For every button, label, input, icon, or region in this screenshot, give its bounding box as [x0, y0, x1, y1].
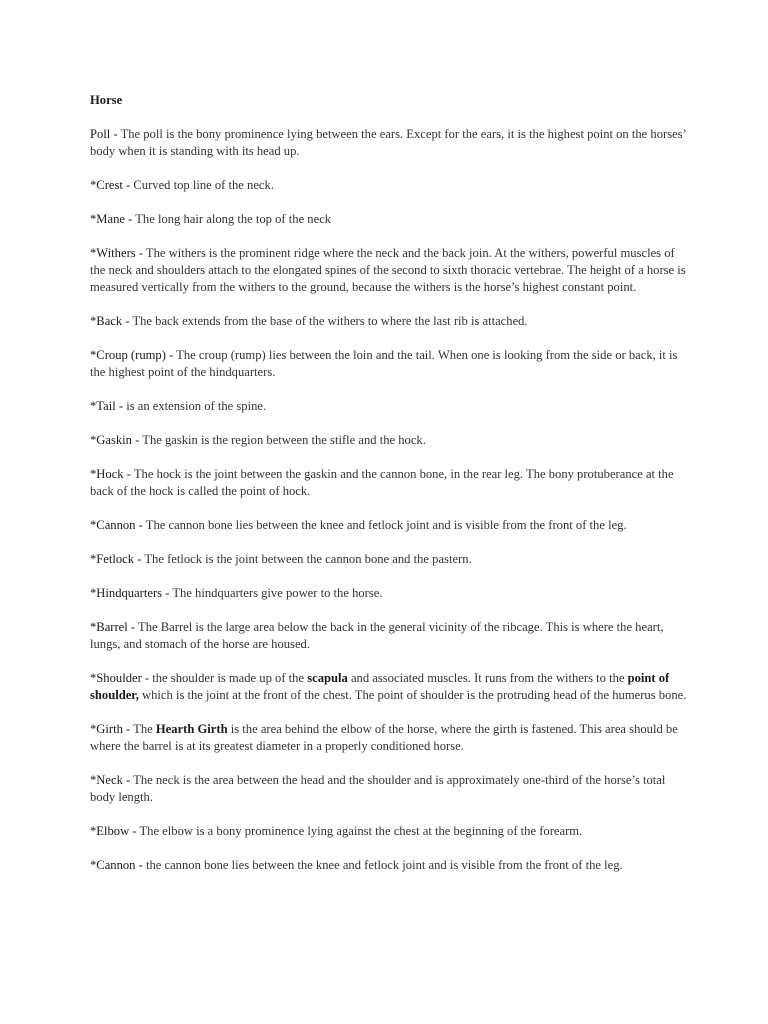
entry-cannon — [90, 517, 690, 534]
entry-term: *Crest - — [90, 178, 134, 192]
entry-description: The long hair along the top of the neck — [135, 212, 332, 226]
entry-description: is an extension of the spine. — [126, 399, 267, 413]
entry-term: *Elbow - — [90, 824, 140, 838]
entry-girth — [90, 721, 690, 755]
entry-mane — [90, 211, 690, 228]
entry-term: *Barrel - — [90, 620, 139, 634]
entry-term: *Hock - — [90, 467, 134, 481]
entry-description: The Barrel is the large area below the back in the general vicinity of the ribcage. This is where the heart, lungs, and stomach of the horse are housed. — [90, 620, 664, 651]
entry-term: Poll - — [90, 127, 121, 141]
entry-description: The withers is the prominent ridge where the neck and the back join. At the withers, powerful muscles of the neck and shoulders attach to the elongated spines of the second to sixth thoracic vertebrae. The height of a horse is measured vertically from the withers to the ground, because the withers is the horse’s highest constant point. — [90, 246, 686, 294]
entry-term: *Hindquarters - — [90, 586, 173, 600]
entry-description: The elbow is a bony prominence lying against the chest at the beginning of the forearm. — [139, 824, 583, 838]
entry-elbow — [90, 823, 690, 840]
entry-barrel — [90, 619, 690, 653]
entry-description: The poll is the bony prominence lying between the ears. Except for the ears, it is the highest point on the horses’ body when it is standing with its head up. — [90, 127, 686, 158]
entry-term: *Mane - — [90, 212, 136, 226]
entry-description: The croup (rump) lies between the loin and the tail. When one is looking from the side or back, it is the highest point of the hindquarters. — [90, 348, 678, 379]
document-page — [90, 92, 690, 891]
entry-term: *Fetlock - — [90, 552, 145, 566]
entry-term: *Withers - — [90, 246, 146, 260]
entry-cannon-2 — [90, 857, 690, 874]
entry-gaskin — [90, 432, 690, 449]
entry-description: The neck is the area between the head and the shoulder and is approximately one-third of the horse’s total body length. — [90, 773, 666, 804]
entry-hock — [90, 466, 690, 500]
entry-croup — [90, 347, 690, 381]
entry-term: *Gaskin - — [90, 433, 143, 447]
entry-description: The — [133, 722, 156, 736]
entry-crest — [90, 177, 690, 194]
entry-description: The gaskin is the region between the stifle and the hock. — [142, 433, 426, 447]
entry-term: *Back - — [90, 314, 133, 328]
entry-description: The hock is the joint between the gaskin and the cannon bone, in the rear leg. The bony protuberance at the back of the hock is called the point of hock. — [90, 467, 674, 498]
bold-term-hearth-girth: Hearth Girth — [155, 722, 228, 736]
entry-term: *Cannon - — [90, 518, 146, 532]
entry-term: *Shoulder - — [90, 671, 153, 685]
entry-tail — [90, 398, 690, 415]
entry-description: Curved top line of the neck. — [133, 178, 274, 192]
entry-description: the shoulder is made up of the — [152, 671, 308, 685]
entry-term: *Girth - — [90, 722, 134, 736]
entry-term: *Cannon - — [90, 858, 146, 872]
entry-description: which is the joint at the front of the chest. The point of shoulder is the protruding head of the humerus bone. — [138, 688, 687, 702]
entry-poll — [90, 126, 690, 160]
entry-description: The back extends from the base of the withers to where the last rib is attached. — [132, 314, 528, 328]
entry-description: and associated muscles. It runs from the withers to the — [347, 671, 628, 685]
entry-term: *Croup (rump) - — [90, 348, 177, 362]
entry-description: the cannon bone lies between the knee and fetlock joint and is visible from the front of the leg. — [145, 858, 623, 872]
bold-term-scapula: scapula — [307, 671, 348, 685]
bold-term-point-of-shoulder: point of shoulder, — [90, 671, 670, 702]
entry-fetlock — [90, 551, 690, 568]
entry-neck — [90, 772, 690, 806]
entry-withers — [90, 245, 690, 296]
entry-description: is the area behind the elbow of the horse, where the girth is fastened. This area should be where the barrel is at its greatest diameter in a properly conditioned horse. — [90, 722, 678, 753]
entry-description: The cannon bone lies between the knee and fetlock joint and is visible from the front of the leg. — [145, 518, 627, 532]
entry-term: *Tail - — [90, 399, 127, 413]
entry-term: *Neck - — [90, 773, 134, 787]
entry-shoulder — [90, 670, 690, 704]
document-title: Horse — [90, 93, 123, 107]
entry-description: The hindquarters give power to the horse. — [172, 586, 383, 600]
entry-description: The fetlock is the joint between the cannon bone and the pastern. — [144, 552, 472, 566]
entry-hindquarters — [90, 585, 690, 602]
entry-back — [90, 313, 690, 330]
